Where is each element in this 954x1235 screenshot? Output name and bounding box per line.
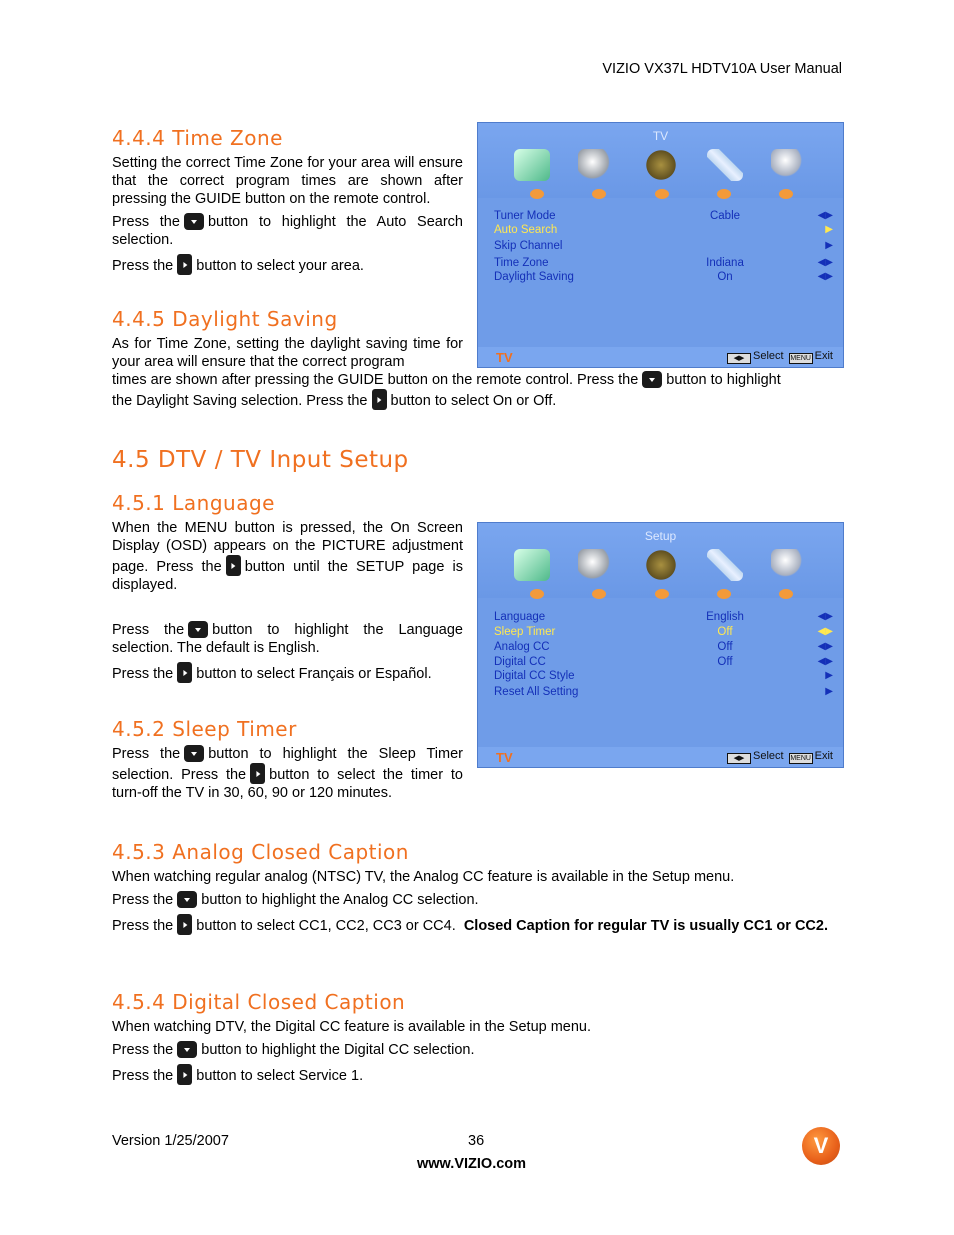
osd-row-digital-cc-style: Digital CC Style ▶: [494, 670, 833, 682]
paragraph: Press the button to select Français or Español.: [112, 662, 463, 683]
paragraph: When watching regular analog (NTSC) TV, the Analog CC feature is available in the Setup menu.: [112, 869, 735, 885]
nav-key-icon: ◀▶: [727, 353, 751, 364]
down-button-icon: [188, 621, 208, 638]
down-button-icon: [177, 891, 197, 908]
section-analog-closed-caption: [112, 868, 842, 935]
down-button-icon: [184, 213, 204, 230]
section-digital-closed-caption: [112, 1018, 842, 1085]
paragraph: the Daylight Saving selection. Press the button to select On or Off.: [112, 389, 842, 410]
paragraph: As for Time Zone, setting the daylight saving time for your area will ensure that the correct program: [112, 336, 463, 370]
paragraph: When the MENU button is pressed, the On Screen Display (OSD) appears on the PICTURE adjustment page. Press the button until the SETUP page is displayed.: [112, 520, 463, 593]
right-arrow-icon: ▶: [825, 240, 833, 251]
left-right-arrows-icon: ◀▶: [817, 656, 833, 667]
tab-indicator-icon: [717, 589, 731, 599]
paragraph: Setting the correct Time Zone for your area will ensure that the correct program times are shown after pressing the GUIDE button on the remote control.: [112, 155, 463, 207]
paragraph: Press the button to highlight the Analog CC selection.: [112, 892, 479, 908]
right-button-icon: [177, 1064, 192, 1085]
osd-row-time-zone: Time Zone Indiana ◀▶: [494, 257, 833, 269]
paragraph: Press the button to highlight the Digital CC selection.: [112, 1042, 475, 1058]
tab-indicator-icon: [655, 589, 669, 599]
nav-key-icon: ◀▶: [727, 753, 751, 764]
left-right-arrows-icon: ◀▶: [817, 257, 833, 268]
osd-row-sleep-timer: Sleep Timer Off ◀▶: [494, 626, 833, 638]
osd-row-digital-cc: Digital CC Off ◀▶: [494, 656, 833, 668]
osd-title: TV: [652, 129, 669, 143]
osd-row-tuner-mode: Tuner Mode Cable ◀▶: [494, 210, 833, 222]
section-daylight-saving-a: [112, 335, 463, 371]
right-button-icon: [177, 254, 192, 275]
tab-indicator-icon: [655, 189, 669, 199]
down-button-icon: [642, 371, 662, 388]
page-number: 36: [468, 1133, 485, 1149]
osd-footer-label: TV: [496, 350, 513, 365]
section-sleep-timer: [112, 745, 463, 802]
osd-footer-label: TV: [496, 750, 513, 765]
paragraph: When watching DTV, the Digital CC feature is available in the Setup menu.: [112, 1019, 592, 1035]
tab-indicator-icon: [779, 189, 793, 199]
tab-indicator-icon: [592, 589, 606, 599]
left-right-arrows-icon: ◀▶: [817, 641, 833, 652]
heading-dtv-tv-input-setup: 4.5 DTV / TV Input Setup: [112, 447, 409, 473]
left-right-arrows-icon: ◀▶: [817, 271, 833, 282]
osd-title: Setup: [644, 529, 677, 543]
paragraph: Press the button to select your area.: [112, 254, 463, 275]
heading-language: 4.5.1 Language: [112, 491, 275, 515]
footer-website[interactable]: www.VIZIO.com: [417, 1156, 527, 1172]
tv-antenna-icon: [643, 149, 679, 181]
menu-key-icon: MENU: [790, 355, 811, 362]
paragraph: Press the button to select CC1, CC2, CC3 or CC4. Closed Caption for regular TV is usually CC1 or CC2.: [112, 914, 842, 935]
osd-row-skip-channel: Skip Channel ▶: [494, 240, 833, 252]
paragraph: Press the button to highlight the Auto Search selection.: [112, 214, 464, 248]
section-daylight-saving-b: [112, 371, 842, 410]
osd-row-language: Language English ◀▶: [494, 611, 833, 623]
setup-icon: [707, 549, 743, 581]
heading-analog-closed-caption: 4.5.3 Analog Closed Caption: [112, 840, 409, 864]
tv-antenna-icon: [643, 549, 679, 581]
right-button-icon: [177, 662, 192, 683]
paragraph: Press the button to select Service 1.: [112, 1064, 842, 1085]
tab-indicator-icon: [530, 189, 544, 199]
audio-icon: [578, 549, 614, 581]
audio-icon: [578, 149, 614, 181]
tab-indicator-icon: [717, 189, 731, 199]
footer-version: Version 1/25/2007: [112, 1133, 229, 1149]
tab-indicator-icon: [779, 589, 793, 599]
lock-icon: [771, 549, 807, 581]
right-button-icon: [372, 389, 387, 410]
menu-key-icon: MENU: [790, 755, 811, 762]
heading-sleep-timer: 4.5.2 Sleep Timer: [112, 717, 297, 741]
picture-icon: [514, 549, 550, 581]
right-arrow-icon: ▶: [825, 670, 833, 681]
paragraph: Press the button to highlight the Language selection. The default is English.: [112, 622, 463, 656]
picture-icon: [514, 149, 550, 181]
right-button-icon: [250, 763, 265, 784]
osd-legend: ◀▶ Select MENU Exit: [725, 750, 833, 764]
heading-daylight-saving: 4.4.5 Daylight Saving: [112, 307, 338, 331]
paragraph: Press the button to highlight the Sleep Timer selection. Press the button to select the timer to turn-off the TV in 30, 60, 90 or 120 minutes.: [112, 746, 463, 801]
down-button-icon: [177, 1041, 197, 1058]
manual-title: VIZIO VX37L HDTV10A User Manual: [602, 61, 842, 77]
right-button-icon: [226, 555, 241, 576]
heading-digital-closed-caption: 4.5.4 Digital Closed Caption: [112, 990, 406, 1014]
heading-time-zone: 4.4.4 Time Zone: [112, 126, 283, 150]
setup-icon: [707, 149, 743, 181]
right-button-icon: [177, 914, 192, 935]
osd-row-reset-all-setting: Reset All Setting ▶: [494, 686, 833, 698]
right-arrow-icon: ▶: [825, 686, 833, 697]
osd-row-auto-search: Auto Search ▶: [494, 224, 833, 236]
tab-indicator-icon: [530, 589, 544, 599]
osd-tv-menu: [477, 122, 844, 368]
vizio-logo-icon: V: [802, 1127, 840, 1165]
osd-setup-menu: [477, 522, 844, 768]
paragraph: times are shown after pressing the GUIDE button on the remote control. Press the button to highlight: [112, 372, 781, 388]
right-arrow-icon: ▶: [825, 224, 833, 235]
tab-indicator-icon: [592, 189, 606, 199]
left-right-arrows-icon: ◀▶: [817, 210, 833, 221]
section-time-zone: [112, 154, 463, 275]
section-language: [112, 519, 463, 683]
osd-legend: ◀▶ Select MENU Exit: [725, 350, 833, 364]
left-right-arrows-icon: ◀▶: [817, 626, 833, 637]
down-button-icon: [184, 745, 204, 762]
osd-row-analog-cc: Analog CC Off ◀▶: [494, 641, 833, 653]
lock-icon: [771, 149, 807, 181]
osd-row-daylight-saving: Daylight Saving On ◀▶: [494, 271, 833, 283]
left-right-arrows-icon: ◀▶: [817, 611, 833, 622]
